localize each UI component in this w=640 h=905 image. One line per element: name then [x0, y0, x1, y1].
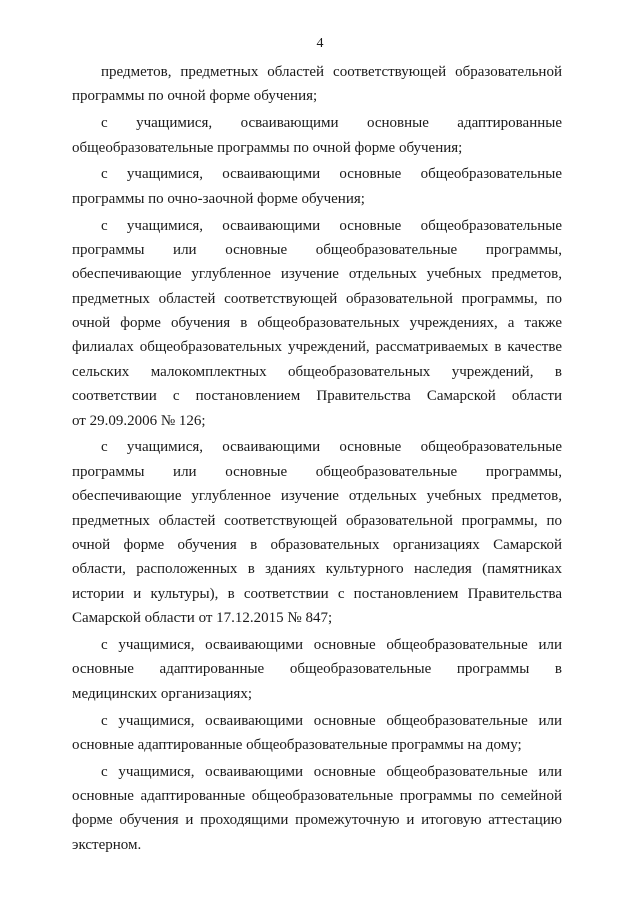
text-line: с учащимися, осваивающими основные общеобразовательные [101, 217, 562, 234]
text-line: соответствии с постановлением Правительства Самарской области [72, 388, 562, 405]
text-line: форме обучения и проходящими промежуточную и итоговую аттестацию [72, 812, 562, 829]
text-line: с учащимися, осваивающими основные общеобразовательные или [101, 636, 562, 653]
text-line: очной форме обучения в общеобразовательных учреждениях, а также [72, 315, 562, 332]
paragraph [72, 709, 562, 758]
paragraph [72, 162, 562, 211]
text-line: сельских малокомплектных общеобразовательных учреждений, в [72, 363, 562, 380]
paragraph [72, 214, 562, 434]
text-line: программы по очной форме обучения; [72, 88, 318, 105]
text-line: обеспечивающие углубленное изучение отдельных учебных предметов, [72, 266, 562, 283]
text-line: очной форме обучения в образовательных организациях Самарской [72, 536, 562, 553]
text-line: основные адаптированные общеобразовательные программы по семейной [72, 788, 562, 805]
text-line: области, расположенных в зданиях культурного наследия (памятниках [72, 561, 562, 578]
text-line: программы по очно-заочной форме обучения; [72, 190, 365, 207]
text-line: с учащимися, осваивающими основные общеобразовательные [101, 439, 562, 456]
text-line: предметов, предметных областей соответствующей образовательной [101, 64, 562, 80]
text-line: с учащимися, осваивающими основные адаптированные [101, 115, 562, 132]
text-line: экстерном. [72, 836, 142, 853]
text-line: Самарской области от 17.12.2015 № 847; [72, 610, 333, 627]
text-line: с учащимися, осваивающими основные общеобразовательные или [101, 712, 562, 729]
text-line: истории и культуры), в соответствии с постановлением Правительства [72, 585, 562, 602]
text-line: от 29.09.2006 № 126; [72, 412, 206, 429]
paragraph [72, 760, 562, 858]
text-line: предметных областей соответствующей образовательной программы, по [72, 512, 562, 529]
page-number: 4 [316, 36, 324, 51]
text-line: с учащимися, осваивающими основные общеобразовательные или [101, 763, 562, 780]
text-line: медицинских организациях; [72, 685, 252, 702]
text-line: основные адаптированные общеобразовательные программы на дому; [72, 736, 522, 753]
text-line: предметных областей соответствующей образовательной программы, по [72, 290, 562, 307]
document-body [72, 60, 562, 857]
text-line: общеобразовательные программы по очной форме обучения; [72, 139, 463, 156]
paragraph [72, 633, 562, 706]
text-line: программы или основные общеобразовательные программы, [72, 463, 562, 480]
text-line: с учащимися, осваивающими основные общеобразовательные [101, 166, 562, 183]
text-line: программы или основные общеобразовательные программы, [72, 241, 562, 258]
text-line: основные адаптированные общеобразовательные программы в [72, 661, 562, 678]
text-line: филиалах общеобразовательных учреждений, рассматриваемых в качестве [72, 339, 562, 356]
paragraph [72, 435, 562, 630]
text-line: обеспечивающие углубленное изучение отдельных учебных предметов, [72, 488, 562, 505]
paragraph [72, 60, 562, 109]
paragraph [72, 111, 562, 160]
